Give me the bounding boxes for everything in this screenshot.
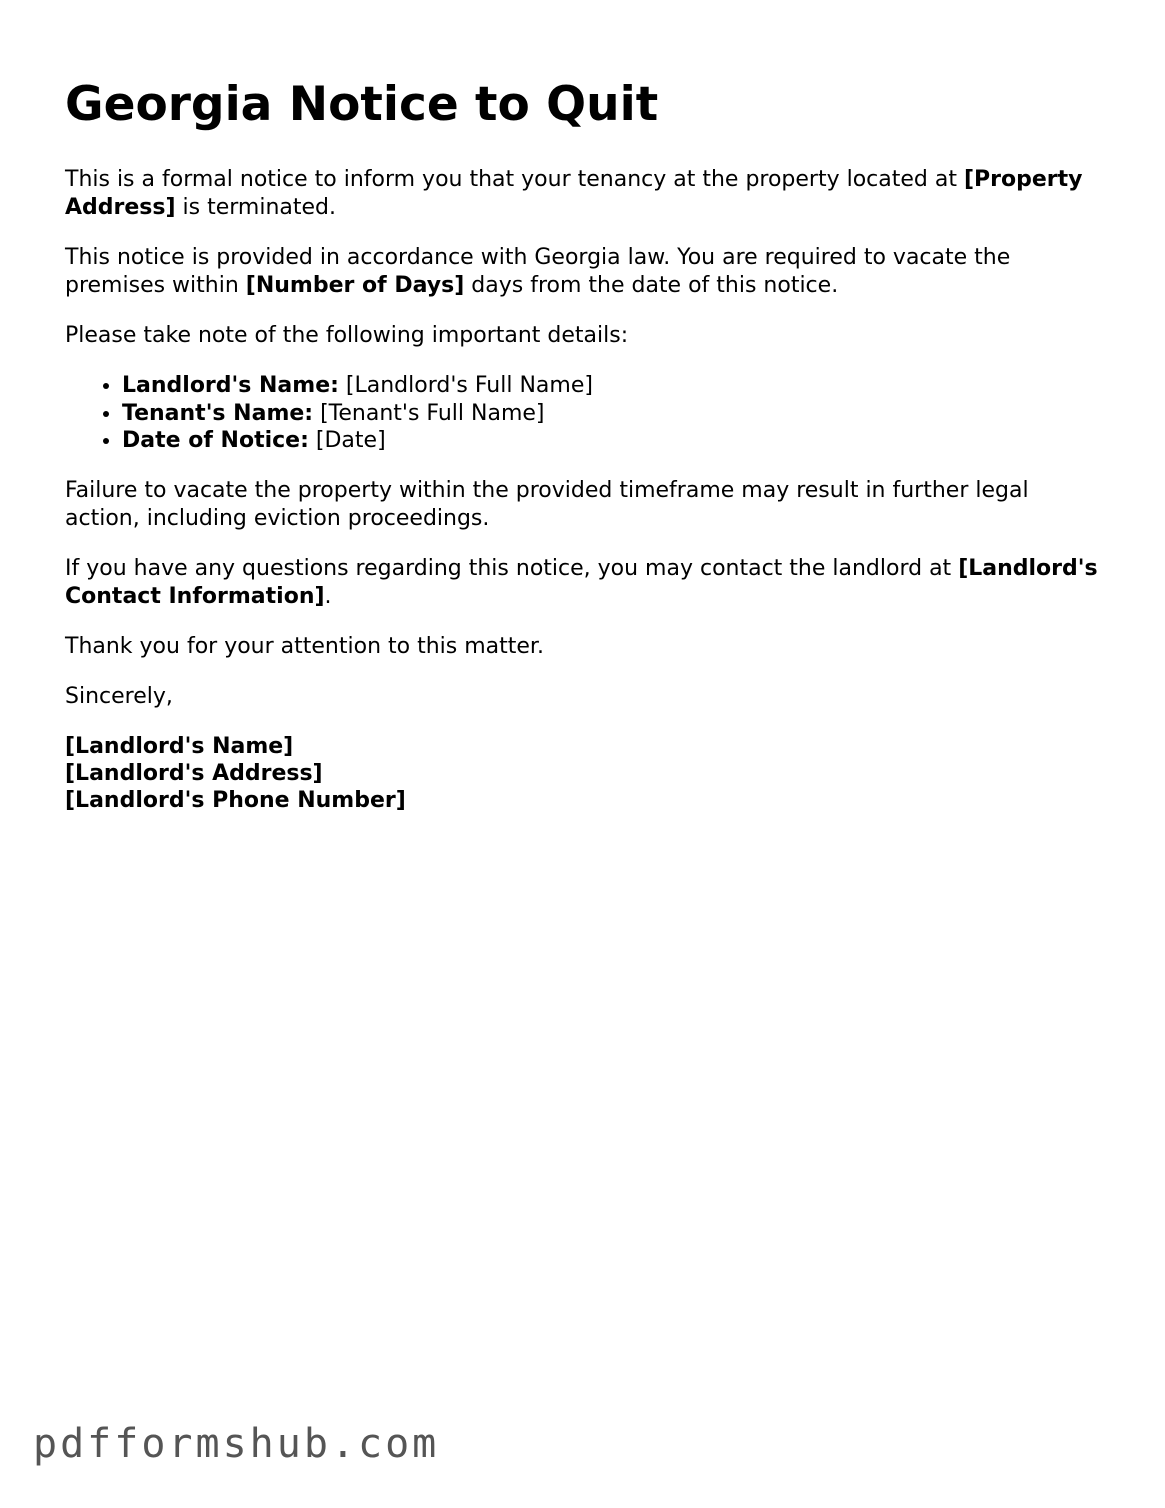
- watermark: pdfformshub.com: [33, 1421, 440, 1467]
- landlord-name-placeholder: [Landlord's Name]: [65, 733, 294, 759]
- list-item: [122, 427, 1105, 455]
- detail-label: Landlord's Name:: [122, 373, 339, 399]
- termination-text-end: is terminated.: [175, 195, 337, 221]
- contact-paragraph: [65, 555, 1105, 611]
- document-page: [65, 78, 1105, 814]
- contact-info-placeholder: [Landlord's Contact Information]: [65, 555, 1098, 609]
- failure-paragraph: Failure to vacate the property within the provided timeframe may result in further legal action, including eviction proceedings.: [65, 477, 1029, 531]
- page-title: Georgia Notice to Quit: [65, 77, 659, 132]
- termination-text: This is a formal notice to inform you that your tenancy at the property located at: [65, 167, 964, 193]
- list-item: [122, 400, 1105, 428]
- contact-text-end: .: [324, 583, 332, 609]
- detail-value: [Date]: [308, 428, 386, 454]
- details-intro: Please take note of the following important details:: [65, 323, 629, 349]
- detail-label: Tenant's Name:: [122, 400, 314, 426]
- vacate-paragraph: [65, 244, 1105, 300]
- termination-paragraph: [65, 166, 1105, 222]
- detail-value: [Landlord's Full Name]: [338, 373, 593, 399]
- details-list: [65, 372, 1105, 455]
- vacate-text: This notice is provided in accordance with Georgia law. You are required to vacate the premises within: [65, 245, 1011, 299]
- detail-label: Date of Notice:: [122, 428, 309, 454]
- contact-text: If you have any questions regarding this notice, you may contact the landlord at: [65, 555, 959, 581]
- list-item: [122, 372, 1105, 400]
- number-of-days-placeholder: [Number of Days]: [245, 273, 465, 299]
- signature-block: [65, 733, 1105, 814]
- closing-text: Sincerely,: [65, 683, 173, 709]
- thanks-paragraph: Thank you for your attention to this matter.: [65, 633, 544, 659]
- landlord-phone-placeholder: [Landlord's Phone Number]: [65, 787, 406, 813]
- property-address-placeholder: [Property Address]: [65, 167, 1083, 221]
- detail-value: [Tenant's Full Name]: [313, 400, 545, 426]
- landlord-address-placeholder: [Landlord's Address]: [65, 760, 323, 786]
- vacate-text-end: days from the date of this notice.: [464, 273, 839, 299]
